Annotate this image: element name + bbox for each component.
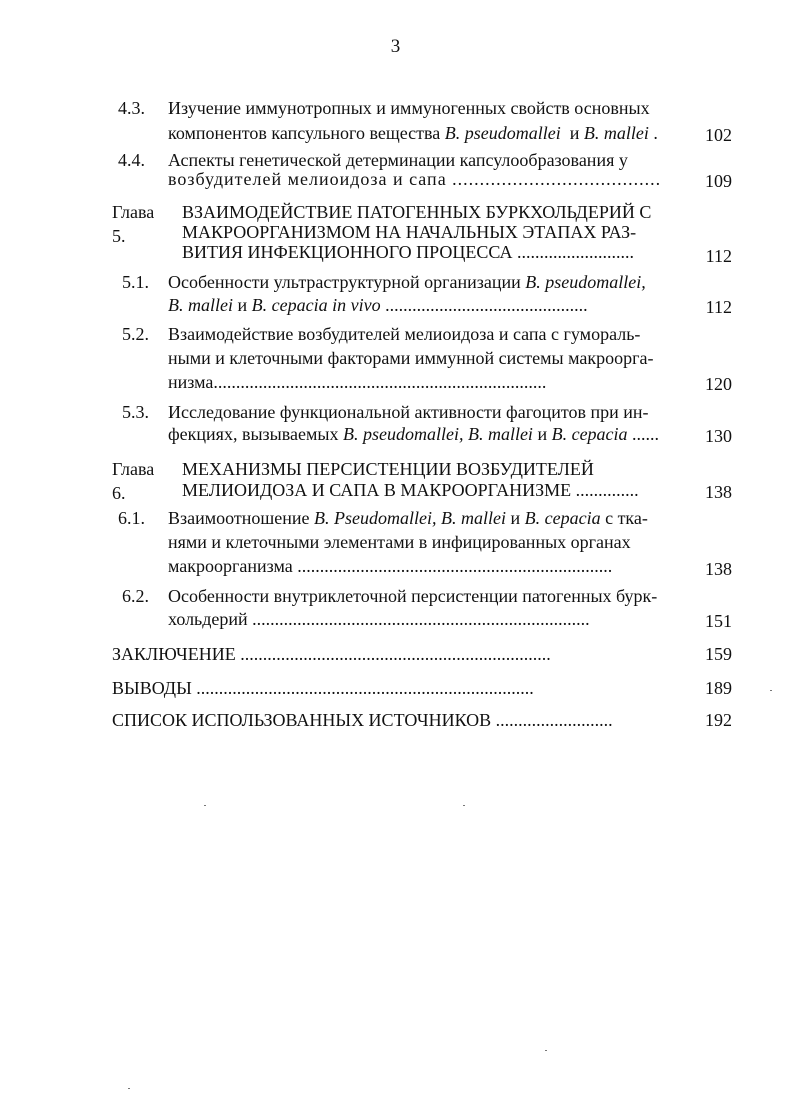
- species-name: B. Pseudomallei, B. mallei: [314, 508, 506, 528]
- toc-entry-number: 5.3.: [122, 402, 149, 422]
- toc-entry-line: ВЗАИМОДЕЙСТВИЕ ПАТОГЕННЫХ БУРКХОЛЬДЕРИЙ С: [182, 202, 652, 222]
- species-name: B. pseudomallei,: [525, 272, 646, 292]
- toc-entry-number: 5.2.: [122, 324, 149, 344]
- toc-text: компонентов капсульного вещества: [168, 123, 445, 143]
- toc-entry-number: 6.2.: [122, 586, 149, 606]
- toc-entry-number: 4.3.: [118, 98, 145, 118]
- toc-text: и: [233, 295, 252, 315]
- toc-text: и: [532, 424, 552, 444]
- toc-entry-line: [168, 422, 659, 446]
- species-name: B. pseudomallei, B. mallei: [342, 424, 533, 444]
- toc-page-number: 192: [705, 710, 732, 730]
- toc-page-number: 189: [705, 678, 732, 698]
- toc-text: .............................................: [380, 295, 588, 315]
- toc-text: и: [505, 508, 525, 528]
- toc-entry-line: Изучение иммунотропных и иммуногенных свойств основных: [168, 98, 650, 118]
- toc-page-number: 120: [705, 374, 732, 394]
- toc-text: Особенности ультраструктурной организации: [168, 272, 526, 292]
- species-name: B. pseudomallei: [444, 123, 561, 143]
- toc-entry-line: Аспекты генетической детерминации капсулообразования у: [168, 150, 628, 170]
- toc-entry-line: нями и клеточными элементами в инфицированных органах: [168, 532, 631, 552]
- toc-text: ......: [627, 424, 660, 444]
- toc-entry-line: Исследование функциональной активности фагоцитов при ин-: [168, 402, 649, 422]
- toc-text: с тка-: [600, 508, 648, 528]
- scan-speck: [545, 1050, 547, 1051]
- toc-entry-line: макроорганизма ......................................................................: [168, 556, 613, 576]
- toc-entry-line: возбудителей мелиоидоза и сапа ......................................: [168, 169, 662, 189]
- toc-page-number: 159: [705, 644, 732, 664]
- toc-text: фекциях, вызываемых: [168, 424, 343, 444]
- toc-entry-number: 5.1.: [122, 272, 149, 292]
- toc-entry-line: СПИСОК ИСПОЛЬЗОВАННЫХ ИСТОЧНИКОВ ..........................: [112, 710, 613, 730]
- scan-speck: [770, 690, 772, 691]
- scan-speck: [204, 805, 206, 806]
- toc-entry-number: 4.4.: [118, 150, 145, 170]
- toc-entry-line: хольдерий ...........................................................................: [168, 609, 590, 629]
- species-name: B. cepacia: [551, 424, 628, 444]
- page-number: 3: [390, 36, 401, 57]
- toc-page-number: 138: [705, 559, 732, 579]
- toc-page-number: 130: [705, 426, 732, 446]
- toc-entry-number: 6.1.: [118, 508, 145, 528]
- chapter-label: Глава 6.: [112, 459, 155, 503]
- scan-speck: [463, 805, 465, 806]
- scan-speck: [128, 1088, 130, 1089]
- toc-page-number: 109: [705, 171, 732, 191]
- toc-text: .: [648, 123, 658, 143]
- species-name: B. mallei: [168, 295, 233, 315]
- toc-text: и: [560, 123, 584, 143]
- species-name: B. cepacia in vivo: [251, 295, 381, 315]
- toc-entry-line: МЕЛИОИДОЗА И САПА В МАКРООРГАНИЗМЕ ..............: [182, 480, 639, 500]
- toc-page-number: 112: [705, 297, 732, 317]
- toc-page-number: 151: [705, 611, 732, 631]
- toc-entry-line: МАКРООРГАНИЗМОМ НА НАЧАЛЬНЫХ ЭТАПАХ РАЗ-: [182, 222, 637, 242]
- toc-entry-line: [168, 270, 646, 294]
- toc-entry-line: низма..........................................................................: [168, 372, 547, 392]
- toc-text: Взаимоотношение: [168, 508, 314, 528]
- chapter-label: Глава 5.: [112, 202, 155, 246]
- toc-entry-line: МЕХАНИЗМЫ ПЕРСИСТЕНЦИИ ВОЗБУДИТЕЛЕЙ: [182, 459, 594, 479]
- toc-page-number: 102: [705, 125, 732, 145]
- toc-entry-line: Особенности внутриклеточной персистенции патогенных бурк-: [168, 586, 658, 606]
- toc-entry-line: [168, 293, 588, 317]
- toc-entry-line: [168, 121, 658, 145]
- toc-entry-line: ными и клеточными факторами иммунной системы макроорга-: [168, 348, 654, 368]
- toc-entry-line: Взаимодействие возбудителей мелиоидоза и сапа с гумораль-: [168, 324, 641, 344]
- toc-entry-line: [168, 506, 648, 530]
- toc-entry-line: ВИТИЯ ИНФЕКЦИОННОГО ПРОЦЕССА ..........................: [182, 242, 635, 262]
- toc-page-number: 112: [705, 246, 732, 266]
- species-name: B. cepacia: [524, 508, 601, 528]
- toc-entry-line: ВЫВОДЫ ...........................................................................: [112, 678, 534, 698]
- toc-entry-line: ЗАКЛЮЧЕНИЕ .....................................................................: [112, 644, 551, 664]
- toc-page-number: 138: [705, 482, 732, 502]
- species-name: B. mallei: [583, 123, 649, 143]
